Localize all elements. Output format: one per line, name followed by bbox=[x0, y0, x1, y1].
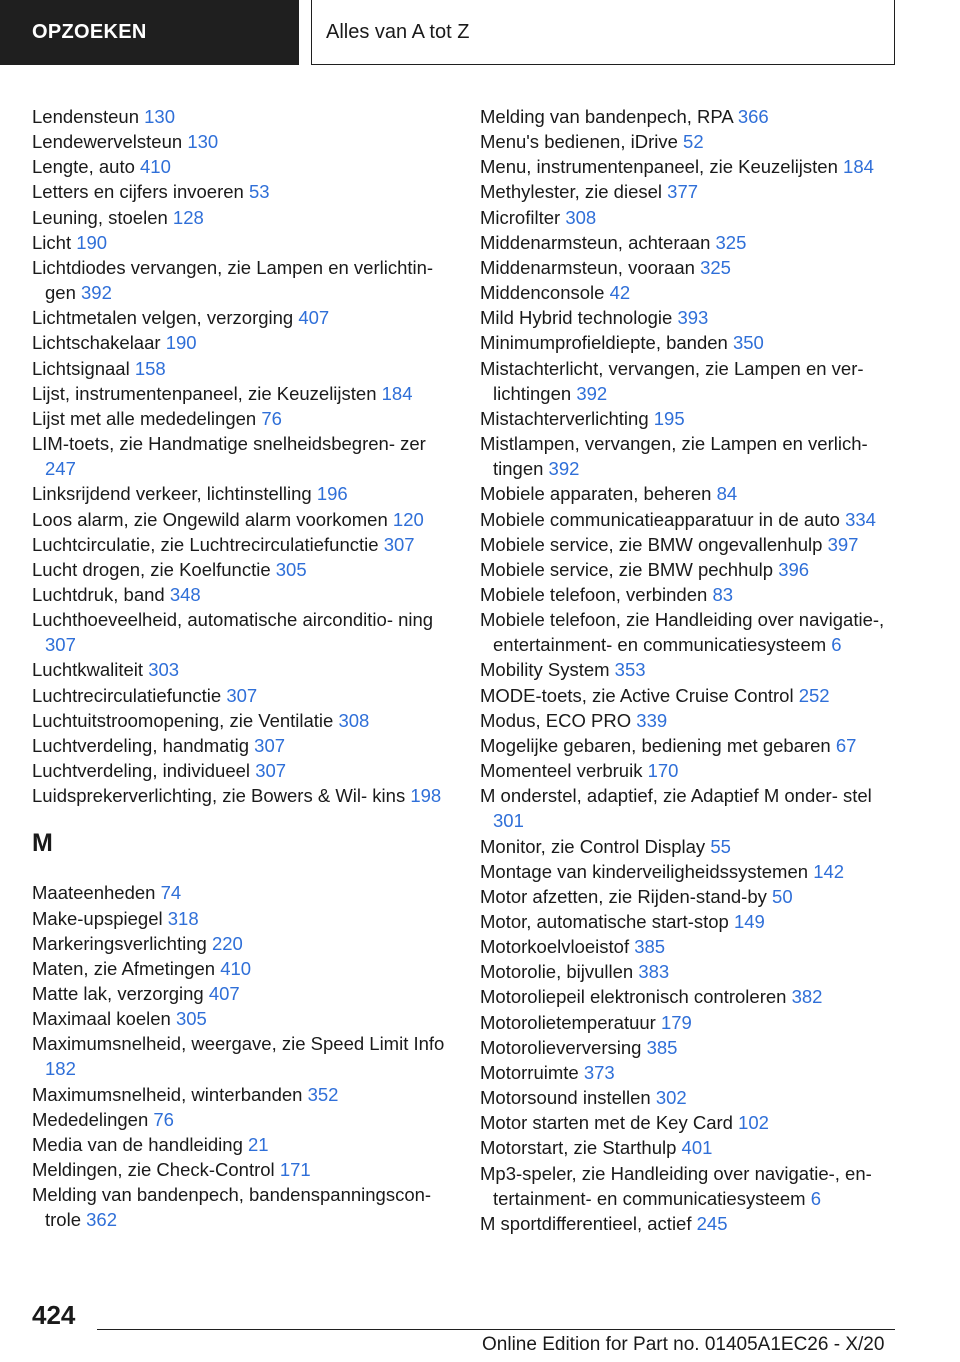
page-reference-link[interactable]: 50 bbox=[772, 885, 793, 907]
index-entry bbox=[480, 481, 900, 506]
page-reference-link[interactable]: 362 bbox=[86, 1209, 118, 1231]
index-entry bbox=[32, 708, 454, 733]
page-reference-link[interactable]: 392 bbox=[548, 458, 580, 480]
index-term: Luchtkwaliteit bbox=[32, 659, 144, 681]
index-entry bbox=[480, 1110, 900, 1135]
page-reference-link[interactable]: 383 bbox=[638, 961, 670, 983]
page-reference-link[interactable]: 348 bbox=[169, 583, 201, 605]
page-reference-link[interactable]: 325 bbox=[700, 256, 731, 278]
index-term: Mp3-speler, zie Handleiding over navigatie-, en‐ tertainment- en communicatiesysteem bbox=[480, 1162, 872, 1209]
page-reference-link[interactable]: 74 bbox=[160, 882, 182, 904]
page-reference-link[interactable]: 307 bbox=[45, 634, 76, 656]
index-entry bbox=[480, 909, 900, 934]
index-entry bbox=[32, 683, 454, 708]
page-reference-link[interactable]: 76 bbox=[261, 407, 282, 429]
page-reference-link[interactable]: 182 bbox=[45, 1058, 76, 1080]
index-term: Mobiele telefoon, zie Handleiding over navigatie-, entertainment- en communicatiesysteem bbox=[480, 609, 885, 656]
index-term: Letters en cijfers invoeren bbox=[32, 181, 244, 203]
index-term: Mobiele service, zie BMW pechhulp bbox=[480, 558, 774, 580]
index-term: Lendewervelsteun bbox=[32, 131, 183, 153]
index-entry bbox=[32, 1006, 454, 1031]
index-term: Lichtdiodes vervangen, zie Lampen en verlichtin‐ gen bbox=[32, 256, 434, 304]
index-entry bbox=[32, 205, 454, 230]
page-reference-link[interactable]: 410 bbox=[220, 957, 252, 979]
index-entry bbox=[480, 959, 900, 984]
index-term: Lengte, auto bbox=[32, 156, 135, 178]
index-entry bbox=[480, 1161, 900, 1211]
index-term: Luchthoeveelheid, automatische airconditio‐ ning bbox=[32, 609, 434, 631]
index-term: Maximaal koelen bbox=[32, 1008, 171, 1030]
page-reference-link[interactable]: 196 bbox=[316, 483, 348, 505]
index-entry bbox=[480, 984, 900, 1009]
index-term: Licht bbox=[32, 231, 72, 253]
index-entry bbox=[32, 783, 454, 808]
index-term: Make-upspiegel bbox=[32, 907, 163, 929]
index-entry bbox=[32, 931, 454, 956]
index-entry bbox=[480, 683, 900, 708]
index-entry bbox=[32, 582, 454, 607]
index-term: Mobiele apparaten, beheren bbox=[480, 483, 712, 505]
page-number: 424 bbox=[32, 1300, 76, 1330]
index-term: Luidsprekerverlichting, zie Bowers & Wil‐ kins bbox=[32, 785, 406, 807]
index-term: Maximumsnelheid, winterbanden bbox=[32, 1083, 303, 1105]
page-reference-link[interactable]: 198 bbox=[410, 785, 442, 807]
index-list-l bbox=[32, 104, 454, 808]
page-reference-link[interactable]: 102 bbox=[738, 1112, 769, 1134]
index-entry bbox=[480, 431, 900, 481]
page-reference-link[interactable]: 170 bbox=[647, 760, 679, 782]
index-entry bbox=[480, 1135, 900, 1160]
index-entry bbox=[480, 305, 900, 330]
index-term: Mobiele communicatieapparatuur in de auto bbox=[480, 508, 840, 530]
index-entry bbox=[32, 507, 454, 532]
index-term: Lichtmetalen velgen, verzorging bbox=[32, 307, 294, 329]
page-reference-link[interactable]: 401 bbox=[681, 1137, 713, 1159]
index-entry bbox=[32, 981, 454, 1006]
index-term: Lijst met alle mededelingen bbox=[32, 407, 257, 429]
page-reference-link[interactable]: 184 bbox=[843, 156, 874, 178]
page-reference-link[interactable]: 195 bbox=[653, 407, 685, 429]
page-reference-link[interactable]: 334 bbox=[845, 508, 876, 530]
page-reference-link[interactable]: 142 bbox=[813, 860, 845, 882]
index-term: Luchtcirculatie, zie Luchtrecirculatiefunctie bbox=[32, 533, 379, 555]
page-reference-link[interactable]: 308 bbox=[565, 206, 597, 228]
page-reference-link[interactable]: 377 bbox=[667, 181, 699, 203]
index-entry bbox=[480, 607, 900, 657]
page-reference-link[interactable]: 128 bbox=[172, 206, 204, 228]
index-entry bbox=[480, 859, 900, 884]
page-reference-link[interactable]: 392 bbox=[81, 282, 112, 304]
index-entry bbox=[32, 1132, 454, 1157]
index-entry bbox=[32, 1082, 454, 1107]
index-term: Motorruimte bbox=[480, 1061, 579, 1083]
index-term: Mistachterverlichting bbox=[480, 407, 649, 429]
index-term: Leuning, stoelen bbox=[32, 206, 168, 228]
index-term: Mobility System bbox=[480, 659, 610, 681]
index-term: M sportdifferentieel, actief bbox=[480, 1212, 692, 1234]
index-entry bbox=[480, 884, 900, 909]
index-entry bbox=[32, 230, 454, 255]
index-term: Lendensteun bbox=[32, 106, 139, 127]
index-entry bbox=[480, 783, 900, 833]
page-reference-link[interactable]: 130 bbox=[144, 106, 176, 127]
index-term: Mistachterlicht, vervangen, zie Lampen en ver‐ lichtingen bbox=[480, 357, 864, 404]
index-term: Luchtverdeling, individueel bbox=[32, 760, 251, 782]
index-term: Lichtsignaal bbox=[32, 357, 130, 379]
index-entry bbox=[480, 557, 900, 582]
index-term: Linksrijdend verkeer, lichtinstelling bbox=[32, 483, 312, 505]
index-entry bbox=[32, 657, 454, 682]
index-term: Meldingen, zie Check-Control bbox=[32, 1159, 275, 1181]
index-entry bbox=[32, 381, 454, 406]
index-entry bbox=[32, 1182, 454, 1232]
footer-divider bbox=[97, 1329, 895, 1330]
index-term: Menu, instrumentenpaneel, zie Keuzelijsten bbox=[480, 156, 838, 178]
index-entry bbox=[480, 255, 900, 280]
index-entry bbox=[480, 154, 900, 179]
index-term: Motorkoelvloeistof bbox=[480, 936, 630, 958]
page-reference-link[interactable]: 21 bbox=[248, 1133, 269, 1155]
index-term: Methylester, zie diesel bbox=[480, 181, 663, 203]
index-term: Lijst, instrumentenpaneel, zie Keuzelijsten bbox=[32, 382, 377, 404]
index-term: Motorolietemperatuur bbox=[480, 1011, 656, 1033]
page-reference-link[interactable]: 190 bbox=[165, 332, 197, 354]
page-reference-link[interactable]: 190 bbox=[76, 231, 108, 253]
index-term: Motor afzetten, zie Rijden-stand-by bbox=[480, 885, 767, 907]
index-term: Motorsound instellen bbox=[480, 1087, 651, 1109]
index-entry bbox=[32, 758, 454, 783]
index-term: Luchtverdeling, handmatig bbox=[32, 734, 250, 756]
index-term: Luchtdruk, band bbox=[32, 583, 165, 605]
section-tab: OPZOEKEN bbox=[0, 0, 299, 65]
page-reference-link[interactable]: 318 bbox=[167, 907, 199, 929]
index-entry bbox=[480, 205, 900, 230]
index-entry bbox=[480, 532, 900, 557]
section-heading-m: M bbox=[32, 829, 53, 858]
index-term: Lucht drogen, zie Koelfunctie bbox=[32, 558, 271, 580]
index-entry bbox=[32, 154, 454, 179]
index-term: Momenteel verbruik bbox=[480, 760, 643, 782]
index-entry bbox=[480, 834, 900, 859]
index-term: Montage van kinderveiligheidssystemen bbox=[480, 860, 809, 882]
index-term: Motor, automatische start-stop bbox=[480, 911, 729, 932]
index-entry bbox=[32, 880, 454, 905]
index-entry bbox=[32, 557, 454, 582]
page-reference-link[interactable]: 393 bbox=[677, 307, 709, 329]
page-reference-link[interactable]: 350 bbox=[732, 332, 764, 354]
page-reference-link[interactable]: 158 bbox=[134, 357, 166, 379]
page-reference-link[interactable]: 396 bbox=[778, 558, 810, 580]
page-reference-link[interactable]: 42 bbox=[609, 282, 631, 304]
index-entry bbox=[32, 607, 454, 657]
index-entry bbox=[480, 708, 900, 733]
page-reference-link[interactable]: 302 bbox=[655, 1087, 687, 1109]
index-term: Maten, zie Afmetingen bbox=[32, 957, 216, 979]
page-reference-link[interactable]: 67 bbox=[835, 734, 857, 756]
page-reference-link[interactable]: 171 bbox=[279, 1159, 311, 1181]
footer-edition: Online Edition for Part no. 01405A1EC26 - X/20 bbox=[482, 1334, 885, 1355]
index-term: Melding van bandenpech, bandenspanningscon‐ trole bbox=[32, 1184, 432, 1231]
page-reference-link[interactable]: 373 bbox=[583, 1061, 615, 1083]
index-entry bbox=[480, 582, 900, 607]
index-entry bbox=[480, 934, 900, 959]
index-entry bbox=[480, 179, 900, 204]
index-entry bbox=[480, 330, 900, 355]
index-term: Monitor, zie Control Display bbox=[480, 835, 706, 857]
index-entry bbox=[32, 179, 454, 204]
page-reference-link[interactable]: 325 bbox=[715, 231, 747, 253]
page-reference-link[interactable]: 149 bbox=[733, 911, 765, 932]
index-entry bbox=[32, 406, 454, 431]
index-term: Microfilter bbox=[480, 206, 561, 228]
page-reference-link[interactable]: 83 bbox=[712, 583, 734, 605]
index-term: Menu's bedienen, iDrive bbox=[480, 131, 678, 153]
index-entry bbox=[480, 230, 900, 255]
index-entry bbox=[480, 1010, 900, 1035]
index-entry bbox=[32, 104, 454, 129]
index-entry bbox=[32, 330, 454, 355]
page-reference-link[interactable]: 120 bbox=[392, 508, 424, 530]
index-term: MODE-toets, zie Active Cruise Control bbox=[480, 684, 794, 706]
index-term: Middenarmsteun, vooraan bbox=[480, 256, 695, 278]
index-term: M onderstel, adaptief, zie Adaptief M onder‐ stel bbox=[480, 785, 872, 807]
page-reference-link[interactable]: 339 bbox=[636, 709, 668, 731]
index-entry bbox=[32, 356, 454, 381]
page-reference-link[interactable]: 305 bbox=[275, 558, 307, 580]
page-reference-link[interactable]: 130 bbox=[187, 131, 219, 153]
index-term: Loos alarm, zie Ongewild alarm voorkomen bbox=[32, 508, 388, 530]
index-term: Lichtschakelaar bbox=[32, 332, 161, 354]
index-term: Motorolieverversing bbox=[480, 1036, 642, 1058]
index-entry bbox=[480, 406, 900, 431]
index-list-m bbox=[32, 880, 454, 1232]
index-entry bbox=[480, 129, 900, 154]
page-reference-link[interactable]: 385 bbox=[634, 936, 666, 958]
index-entry bbox=[480, 1085, 900, 1110]
index-term: Motoroliepeil elektronisch controleren bbox=[480, 986, 787, 1008]
index-entry bbox=[32, 1107, 454, 1132]
index-term: Motorolie, bijvullen bbox=[480, 961, 634, 983]
page-reference-link[interactable]: 6 bbox=[831, 634, 842, 656]
page-reference-link[interactable]: 382 bbox=[791, 986, 823, 1008]
page-reference-link[interactable]: 392 bbox=[576, 382, 608, 404]
index-entry bbox=[480, 1060, 900, 1085]
page-reference-link[interactable]: 366 bbox=[737, 106, 769, 127]
page-reference-link[interactable]: 307 bbox=[226, 684, 258, 706]
page-reference-link[interactable]: 6 bbox=[810, 1187, 822, 1209]
index-term: Minimumprofieldiepte, banden bbox=[480, 332, 728, 354]
page-reference-link[interactable]: 179 bbox=[660, 1011, 692, 1033]
index-term: Mobiele service, zie BMW ongevallenhulp bbox=[480, 533, 823, 555]
index-entry bbox=[480, 507, 900, 532]
page-reference-link[interactable]: 53 bbox=[248, 181, 270, 203]
page-title: Alles van A tot Z bbox=[311, 0, 895, 65]
index-term: Mededelingen bbox=[32, 1108, 149, 1130]
index-column-right bbox=[480, 104, 900, 1236]
page-reference-link[interactable]: 55 bbox=[710, 835, 731, 857]
index-entry bbox=[32, 481, 454, 506]
index-term: Mistlampen, vervangen, zie Lampen en verlich‐ tingen bbox=[480, 433, 868, 480]
index-term: Middenconsole bbox=[480, 282, 605, 304]
index-entry bbox=[480, 104, 900, 129]
index-term: Media van de handleiding bbox=[32, 1133, 243, 1155]
page-reference-link[interactable]: 220 bbox=[211, 932, 243, 954]
page-reference-link[interactable]: 407 bbox=[208, 983, 240, 1004]
index-term: Mobiele telefoon, verbinden bbox=[480, 583, 708, 605]
index-entry bbox=[480, 1211, 900, 1236]
page-reference-link[interactable]: 303 bbox=[148, 659, 180, 681]
index-term: Mild Hybrid technologie bbox=[480, 307, 673, 329]
index-entry bbox=[32, 305, 454, 330]
page-reference-link[interactable]: 353 bbox=[614, 659, 646, 681]
index-term: Luchtuitstroomopening, zie Ventilatie bbox=[32, 709, 334, 731]
index-term: Luchtrecirculatiefunctie bbox=[32, 684, 222, 706]
page-reference-link[interactable]: 385 bbox=[646, 1036, 678, 1058]
index-term: Mogelijke gebaren, bediening met gebaren bbox=[480, 734, 831, 756]
index-term: Modus, ECO PRO bbox=[480, 709, 632, 731]
index-entry bbox=[480, 758, 900, 783]
index-entry bbox=[480, 733, 900, 758]
index-list-m-continued bbox=[480, 104, 900, 1236]
index-term: Melding van bandenpech, RPA bbox=[480, 106, 733, 127]
page-reference-link[interactable]: 308 bbox=[338, 709, 370, 731]
index-entry bbox=[32, 956, 454, 981]
index-term: Maateenheden bbox=[32, 882, 156, 904]
index-term: LIM-toets, zie Handmatige snelheidsbegren‐ zer bbox=[32, 433, 426, 455]
index-term: Matte lak, verzorging bbox=[32, 983, 204, 1004]
page-reference-link[interactable]: 407 bbox=[298, 307, 330, 329]
index-term: Middenarmsteun, achteraan bbox=[480, 231, 711, 253]
index-entry bbox=[32, 1157, 454, 1182]
page-reference-link[interactable]: 397 bbox=[827, 533, 859, 555]
index-entry bbox=[32, 129, 454, 154]
index-term: Motorstart, zie Starthulp bbox=[480, 1137, 677, 1159]
index-entry bbox=[32, 906, 454, 931]
index-entry bbox=[480, 356, 900, 406]
page-reference-link[interactable]: 352 bbox=[307, 1083, 339, 1105]
page-reference-link[interactable]: 301 bbox=[493, 810, 524, 832]
page-reference-link[interactable]: 252 bbox=[798, 684, 830, 706]
index-entry bbox=[32, 532, 454, 557]
index-term: Markeringsverlichting bbox=[32, 932, 207, 954]
page-reference-link[interactable]: 410 bbox=[140, 156, 171, 178]
page-reference-link[interactable]: 76 bbox=[153, 1108, 174, 1130]
page-reference-link[interactable]: 307 bbox=[255, 760, 287, 782]
index-term: Maximumsnelheid, weergave, zie Speed Limit Info bbox=[32, 1033, 445, 1055]
page-reference-link[interactable]: 52 bbox=[683, 131, 704, 153]
index-entry bbox=[32, 255, 454, 305]
index-entry bbox=[32, 733, 454, 758]
index-entry bbox=[32, 1031, 454, 1081]
index-entry bbox=[480, 657, 900, 682]
index-column-left bbox=[32, 104, 454, 1233]
page-reference-link[interactable]: 307 bbox=[383, 533, 415, 555]
page-reference-link[interactable]: 84 bbox=[716, 483, 738, 505]
index-entry bbox=[480, 280, 900, 305]
index-entry bbox=[32, 431, 454, 481]
page-reference-link[interactable]: 245 bbox=[696, 1212, 728, 1234]
page-reference-link[interactable]: 305 bbox=[175, 1008, 207, 1030]
page-reference-link[interactable]: 307 bbox=[254, 734, 286, 756]
page-reference-link[interactable]: 247 bbox=[45, 458, 76, 480]
page-reference-link[interactable]: 184 bbox=[381, 382, 413, 404]
index-term: Motor starten met de Key Card bbox=[480, 1112, 733, 1134]
index-entry bbox=[480, 1035, 900, 1060]
